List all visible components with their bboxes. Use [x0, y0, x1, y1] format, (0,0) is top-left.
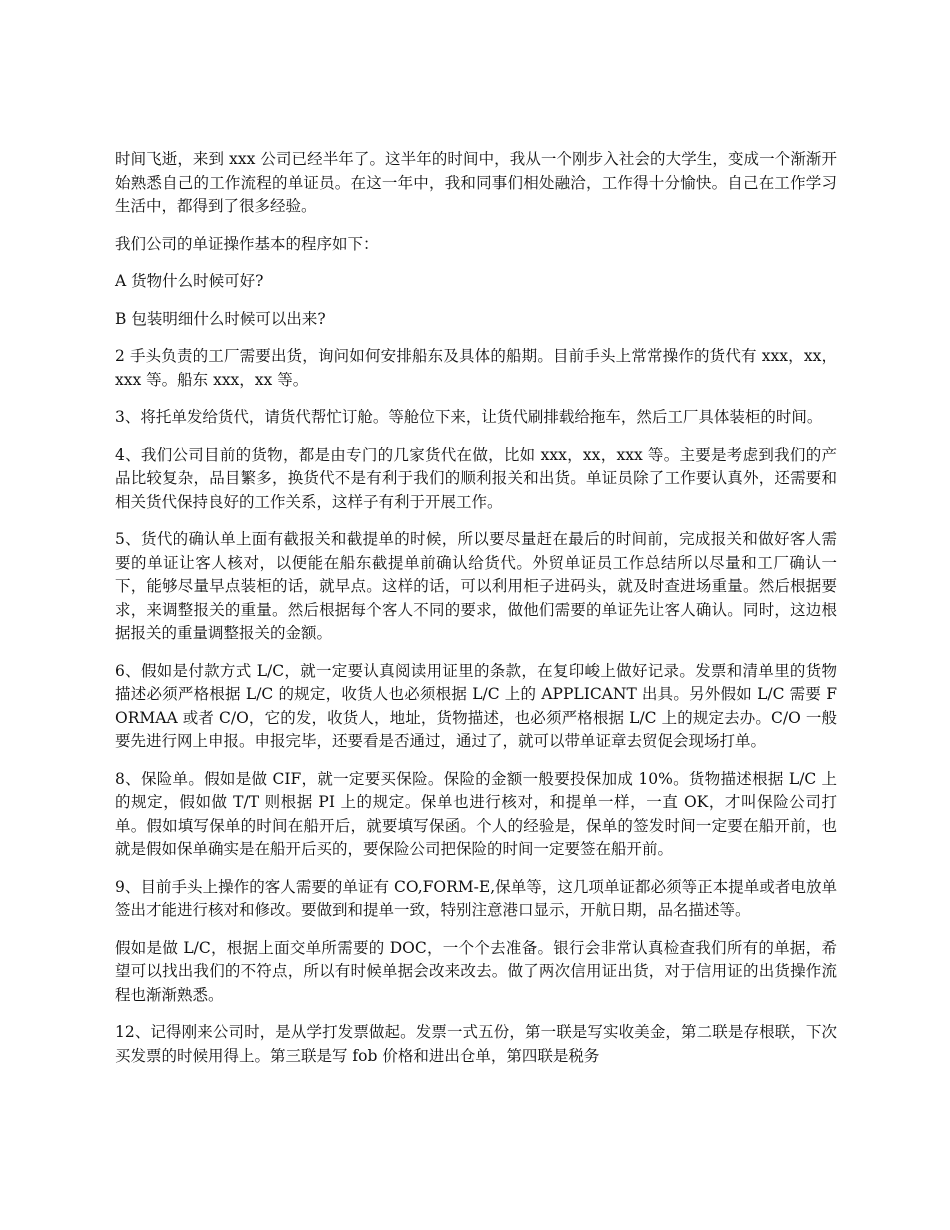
paragraph-item-b: B 包装明细什么时候可以出来?: [115, 309, 326, 328]
paragraph-item-8: 8、保险单。假如是做 CIF，就一定要买保险。保险的金额一般要投保加成 10%。货物描述根据 L/C 上的规定，假如做 T/T 则根据 PI 上的规定。保单也进行核对，和提单一样，一直 OK，才叫保险公司打单。假如填写保单的时间在船开后，就要填写保函。个人的经验是，保单的签发时间一定要在船开前，也就是假如保单确实是在船开后买的，要保险公司把保险的时间一定要签在船开前。: [115, 769, 837, 858]
paragraph-lc: 假如是做 L/C，根据上面交单所需要的 DOC，一个个去准备。银行会非常认真检查我们所有的单据，希望可以找出我们的不符点，所以有时候单据会改来改去。做了两次信用证出货，对于信用证的出货操作流程也渐渐熟悉。: [115, 938, 837, 1004]
paragraph-item-4: 4、我们公司目前的货物，都是由专门的几家货代在做，比如 xxx，xx，xxx 等。主要是考虑到我们的产品比较复杂，品目繁多，换货代不是有利于我们的顺利报关和出货。单证员除了工作要认真外，还需要和相关货代保持良好的工作关系，这样子有利于开展工作。: [115, 445, 837, 511]
paragraph-item-9: 9、目前手头上操作的客人需要的单证有 CO,FORM-E,保单等，这几项单证都必须等正本提单或者电放单签出才能进行核对和修改。要做到和提单一致，特别注意港口显示，开航日期，品名描述等。: [115, 877, 837, 919]
paragraph-intro: 时间飞逝，来到 xxx 公司已经半年了。这半年的时间中，我从一个刚步入社会的大学生，变成一个渐渐开始熟悉自己的工作流程的单证员。在这一年中，我和同事们相处融洽，工作得十分愉快。自己在工作学习生活中，都得到了很多经验。: [115, 150, 837, 215]
document-page: [115, 148, 837, 1082]
paragraph-item-5: 5、货代的确认单上面有截报关和截提单的时候，所以要尽量赶在最后的时间前，完成报关和做好客人需要的单证让客人核对，以便能在船东截提单前确认给货代。外贸单证员工作总结所以尽量和工厂确认一下，能够尽量早点装柜的话，就早点。这样的话，可以利用柜子进码头，就及时查进场重量。然后根据要求，来调整报关的重量。然后根据每个客人不同的要求，做他们需要的单证先让客人确认。同时，这边根据报关的重量调整报关的金额。: [115, 530, 837, 642]
paragraph-item-6: 6、假如是付款方式 L/C，就一定要认真阅读用证里的条款，在复印峻上做好记录。发票和清单里的货物描述必须严格根据 L/C 的规定，收货人也必须根据 L/C 上的 APPLICANT 出具。另外假如 L/C 需要 FORMAA 或者 C/O，它的发，收货人，地址，货物描述，也必须严格根据 L/C 上的规定去办。C/O 一般要先进行网上申报。申报完毕，还要看是否通过，通过了，就可以带单证章去贸促会现场打单。: [115, 661, 837, 750]
paragraph-item-2: 2 手头负责的工厂需要出货，询问如何安排船东及具体的船期。目前手头上常常操作的货代有 xxx，xx，xxx 等。船东 xxx，xx 等。: [115, 347, 837, 389]
paragraph-item-3: 3、将托单发给货代，请货代帮忙订舱。等舱位下来，让货代刷排载给拖车，然后工厂具体装柜的时间。: [115, 408, 823, 426]
paragraph-procedure-heading: 我们公司的单证操作基本的程序如下：: [115, 234, 379, 253]
paragraph-item-12: 12、记得刚来公司时，是从学打发票做起。发票一式五份，第一联是写实收美金，第二联是存根联，下次买发票的时候用得上。第三联是写 fob 价格和进出仓单，第四联是税务: [115, 1023, 837, 1065]
paragraph-item-a: A 货物什么时候可好?: [115, 272, 264, 290]
